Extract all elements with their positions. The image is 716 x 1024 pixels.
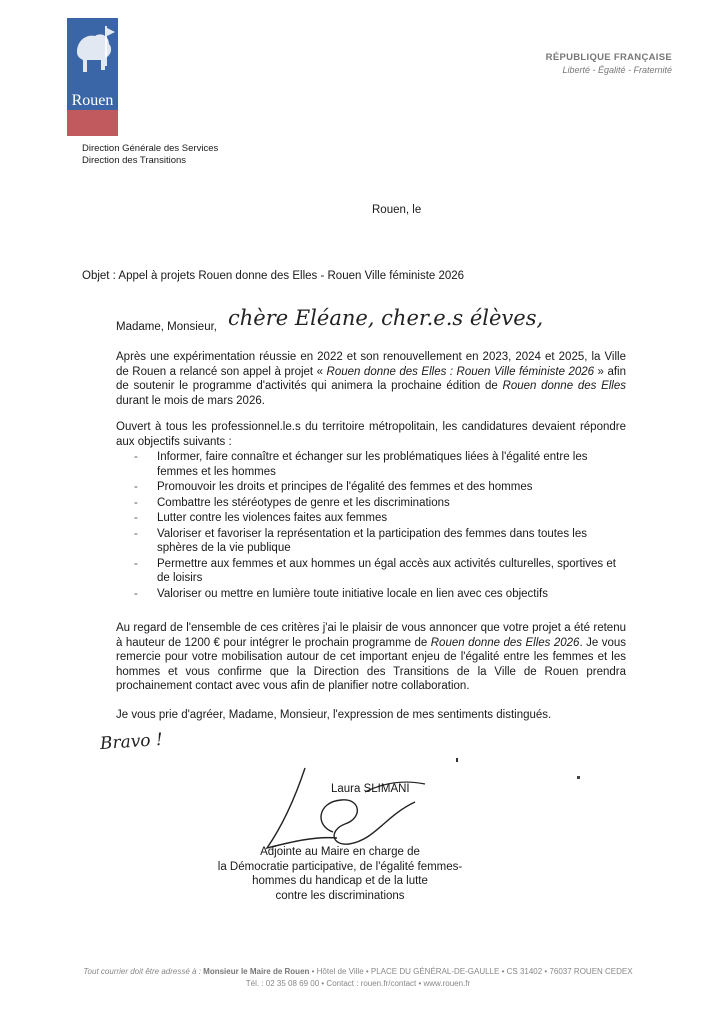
footer-address-line [0, 966, 716, 978]
objective-item [134, 587, 626, 602]
objective-text: Lutter contre les violences faites aux femmes [157, 512, 388, 524]
campaign-title: Rouen donne des Elles : Rouen Ville féministe 2026 [326, 365, 595, 378]
objective-item [134, 496, 626, 511]
paragraph-text: durant le mois de mars 2026. [116, 394, 265, 407]
department-line: Direction des Transitions [82, 155, 187, 166]
bullet-dash: - [134, 587, 138, 600]
paragraph-intro [116, 350, 626, 408]
logo-city-name: Rouen [71, 92, 114, 109]
paragraph-text: Au regard de l'ensemble de ces critères j'ai le plaisir de vous annoncer que votre projet a été retenu à hauteur de 1200 € pour intégrer le prochain programme de [116, 622, 626, 649]
objective-item [134, 557, 626, 586]
objective-text: Combattre les stéréotypes de genre et les discriminations [157, 496, 450, 509]
signatory-name: Laura SLIMANI [331, 783, 410, 795]
salutation: Madame, Monsieur, [116, 321, 217, 333]
footer-lead: Tout courrier doit être adressé à : [83, 967, 204, 976]
objective-item [134, 527, 626, 556]
republic-title: RÉPUBLIQUE FRANÇAISE [545, 52, 672, 63]
signatory-title [200, 845, 480, 903]
objective-item [134, 480, 626, 495]
handwritten-bravo: Bravo ! [99, 729, 164, 755]
subject-line: Objet : Appel à projets Rouen donne des Elles - Rouen Ville féministe 2026 [82, 270, 465, 282]
republic-header [546, 52, 672, 75]
ink-dot [577, 776, 580, 779]
objective-text: Valoriser ou mettre en lumière toute initiative locale en lien avec ces objectifs [157, 587, 548, 600]
bullet-dash: - [134, 481, 138, 493]
objective-text: Promouvoir les droits et principes de l'égalité des femmes et des hommes [157, 481, 533, 493]
bullet-dash: - [134, 451, 138, 463]
footer-contact: Tél. : 02 35 08 69 00 • Contact : rouen.fr/contact • www.rouen.fr [245, 979, 471, 988]
objective-text: Informer, faire connaître et échanger sur les problématiques liées à l'égalité entre les femmes et les hommes [157, 451, 588, 478]
place-date: Rouen, le [372, 204, 422, 216]
handwritten-salutation: chère Eléane, cher.e.s élèves, [228, 306, 544, 330]
lamb-emblem-icon [71, 22, 115, 88]
signatory-title-line: Adjointe au Maire en charge de [260, 846, 420, 858]
rouen-logo [67, 18, 118, 136]
paragraph-text: » afin de soutenir le programme d'activités qui animera la prochaine édition de [116, 365, 626, 392]
objective-text: Permettre aux femmes et aux hommes un égal accès aux activités culturelles, sportives et de loisirs [157, 557, 616, 584]
signatory-title-line: hommes du handicap et de la lutte [252, 875, 428, 887]
paragraph-decision [116, 621, 626, 694]
objective-item [134, 450, 626, 479]
program-name: Rouen donne des Elles 2026 [430, 636, 580, 649]
ink-dot [456, 758, 458, 762]
objective-item [134, 511, 626, 526]
bullet-dash: - [134, 496, 138, 509]
logo-band [67, 110, 118, 136]
department-block [82, 143, 218, 167]
paragraph-text: . Je vous remercie pour votre mobilisation autour de cet important enjeu de l'égalité entre les femmes et les hommes et vous confirme que la Direction des Transitions de la Ville de Rouen prendra prochainement contact avec vous afin de planifier notre collaboration. [116, 636, 626, 692]
signatory-title-line: la Démocratie participative, de l'égalité femmes- [217, 860, 463, 873]
bullet-dash: - [134, 527, 138, 540]
republic-motto: Liberté - Égalité - Fraternité [562, 65, 672, 75]
paragraph-text: Après une expérimentation réussie en 2022 et son renouvellement en 2023, 2024 et 2025, la Ville de Rouen a relancé son appel à projet « [116, 351, 626, 378]
objective-text: Valoriser et favoriser la représentation et la participation des femmes dans toutes les sphères de la vie publique [157, 527, 587, 554]
closing-formula: Je vous prie d'agréer, Madame, Monsieur, l'expression de mes sentiments distingués. [116, 709, 552, 721]
signatory-title-line: contre les discriminations [275, 889, 405, 902]
bullet-dash: - [134, 512, 138, 524]
bullet-dash: - [134, 557, 138, 570]
footer-addressee: Monsieur le Maire de Rouen [203, 967, 310, 976]
department-line: Direction Générale des Services [82, 143, 219, 154]
campaign-name: Rouen donne des Elles [502, 380, 627, 392]
objectives-list [134, 450, 626, 602]
footer [0, 966, 716, 990]
footer-address: • Hôtel de Ville • PLACE DU GÉNÉRAL-DE-GAULLE • CS 31402 • 76037 ROUEN CEDEX [309, 967, 633, 976]
objectives-intro: Ouvert à tous les professionnel.le.s du territoire métropolitain, les candidatures devaient répondre aux objectifs suivants : [116, 421, 626, 448]
